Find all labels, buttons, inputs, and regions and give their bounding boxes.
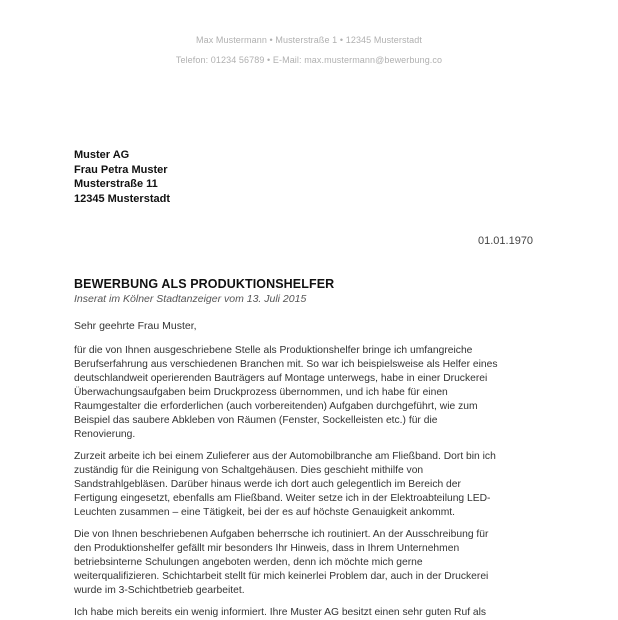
- text-line: Berufserfahrung aus verschiedenen Branchen mit. So war ich beispielsweise als Helfer eines: [74, 359, 498, 370]
- subject-reference: Inserat im Kölner Stadtanzeiger vom 13. Juli 2015: [74, 293, 307, 305]
- recipient-address-block: [74, 148, 170, 206]
- text-line: den Produktionshelfer gefällt mir besonders Ihr Hinweis, dass in Ihrem Unternehmen: [74, 543, 460, 554]
- subject-title: BEWERBUNG ALS PRODUKTIONSHELFER: [74, 277, 335, 291]
- text-line: betriebsinterne Schulungen angeboten werden, denn ich möchte mich gerne: [74, 557, 423, 568]
- text-line: Beispiel das saubere Abkleben von Räumen (Fenster, Sockelleisten etc.) für die: [74, 415, 438, 426]
- text-line: Leuchten zusammen – eine Tätigkeit, bei der es auf höchste Genauigkeit ankommt.: [74, 507, 456, 518]
- text-line: wurde im 3-Schichtbetrieb gearbeitet.: [74, 585, 245, 596]
- body-paragraph: [74, 450, 544, 520]
- text-line: Sandstrahlgebläsen. Darüber hinaus werde ich dort auch gelegentlich im Bereich der: [74, 479, 461, 490]
- text-line: deutschlandweit operierenden Bauträgers auf Montage unterwegs, habe in einer Druckerei: [74, 373, 488, 384]
- recipient-contact: Frau Petra Muster: [74, 163, 168, 176]
- salutation: Sehr geehrte Frau Muster,: [74, 320, 197, 332]
- text-line: Ich habe mich bereits ein wenig informiert. Ihre Muster AG besitzt einen sehr guten Ruf als: [74, 607, 487, 618]
- letter-date: 01.01.1970: [478, 235, 534, 247]
- text-line: für die von Ihnen ausgeschriebene Stelle als Produktionshelfer bringe ich umfangreiche: [74, 345, 473, 356]
- text-line: zuständig für die Reinigung von Schaltgehäusen. Dies geschieht mithilfe von: [74, 465, 424, 476]
- sender-address-line: Max Mustermann • Musterstraße 1 • 12345 Musterstadt: [196, 35, 422, 45]
- text-line: Fertigung eingesetzt, ebenfalls am Fließband. Weiter setze ich in der Elektroabteilung LED-: [74, 493, 491, 504]
- text-line: Die von Ihnen beschriebenen Aufgaben beherrsche ich routiniert. An der Ausschreibung für: [74, 529, 489, 540]
- body-paragraph: [74, 528, 544, 598]
- recipient-company: Muster AG: [74, 149, 130, 161]
- text-line: Raumgestalter die erforderlichen (auch vorbereitenden) Aufgaben durchgeführt, wie zum: [74, 401, 478, 412]
- text-line: Zurzeit arbeite ich bei einem Zulieferer aus der Automobilbranche am Fließband. Dort bin ich: [74, 451, 496, 462]
- text-line: Renovierung.: [74, 429, 136, 440]
- body-paragraph: [74, 344, 544, 442]
- recipient-street: Musterstraße 11: [74, 178, 158, 190]
- recipient-city: 12345 Musterstadt: [74, 192, 170, 205]
- sender-contact-line: Telefon: 01234 56789 • E-Mail: max.mustermann@bewerbung.co: [175, 55, 443, 65]
- text-line: weiterqualifizieren. Schichtarbeit stellt für mich keinerlei Problem dar, auch in der Druckerei: [74, 571, 489, 582]
- text-line: Überwachungsaufgaben beim Druckprozess übernommen, und ich habe für einen: [74, 387, 448, 398]
